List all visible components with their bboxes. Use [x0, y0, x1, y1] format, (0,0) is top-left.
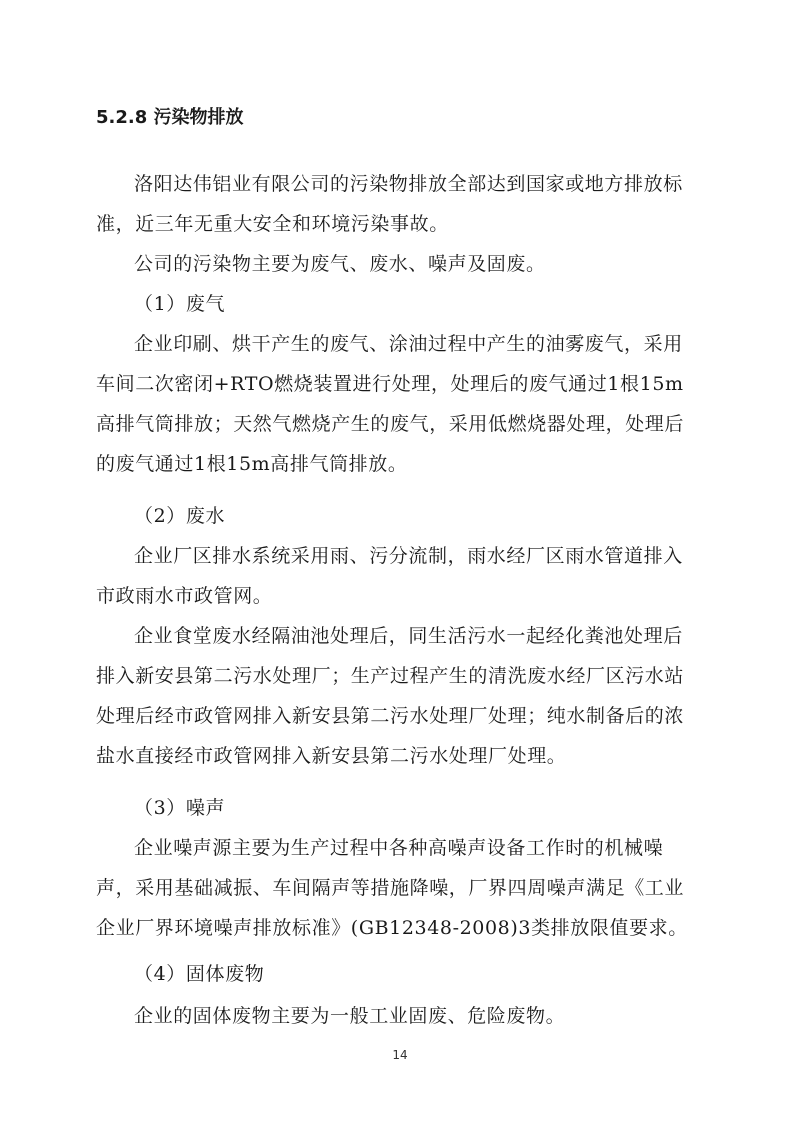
paragraph-compliance: 洛阳达伟铝业有限公司的污染物排放全部达到国家或地方排放标准，近三年无重大安全和环境污染事故。 — [96, 173, 683, 235]
subheading-waste-gas: （1）废气 — [134, 293, 226, 315]
paragraph-solid-waste: 企业的固体废物主要为一般工业固废、危险废物。 — [134, 1005, 566, 1027]
paragraph-wastewater-treatment: 企业食堂废水经隔油池处理后，同生活污水一起经化粪池处理后排入新安县第二污水处理厂；生产过程产生的清洗废水经厂区污水站处理后经市政管网排入新安县第二污水处理厂处理；纯水制备后的浓盐水直接经市政管网排入新安县第二污水处理厂处理。 — [96, 625, 685, 767]
paragraph-noise: 企业噪声源主要为生产过程中各种高噪声设备工作时的机械噪声，采用基础减振、车间隔声等措施降噪，厂界四周噪声满足《工业企业厂界环境噪声排放标准》(GB12348-2008)3类排放限值要求。 — [96, 837, 688, 939]
subheading-noise: （3）噪声 — [134, 797, 226, 819]
page-number: 14 — [392, 1048, 408, 1062]
paragraph-drainage: 企业厂区排水系统采用雨、污分流制，雨水经厂区雨水管道排入市政雨水市政管网。 — [96, 545, 683, 607]
paragraph-waste-gas: 企业印刷、烘干产生的废气、涂油过程中产生的油雾废气，采用车间二次密闭+RTO燃烧装置进行处理，处理后的废气通过1根15m高排气筒排放；天然气燃烧产生的废气，采用低燃烧器处理，处理后的废气通过1根15m高排气筒排放。 — [96, 333, 685, 475]
subheading-solid-waste: （4）固体废物 — [134, 963, 265, 985]
subheading-waste-water: （2）废水 — [134, 505, 226, 527]
section-heading: 5.2.8 污染物排放 — [96, 107, 244, 128]
paragraph-pollutants-overview: 公司的污染物主要为废气、废水、噪声及固废。 — [134, 253, 546, 275]
